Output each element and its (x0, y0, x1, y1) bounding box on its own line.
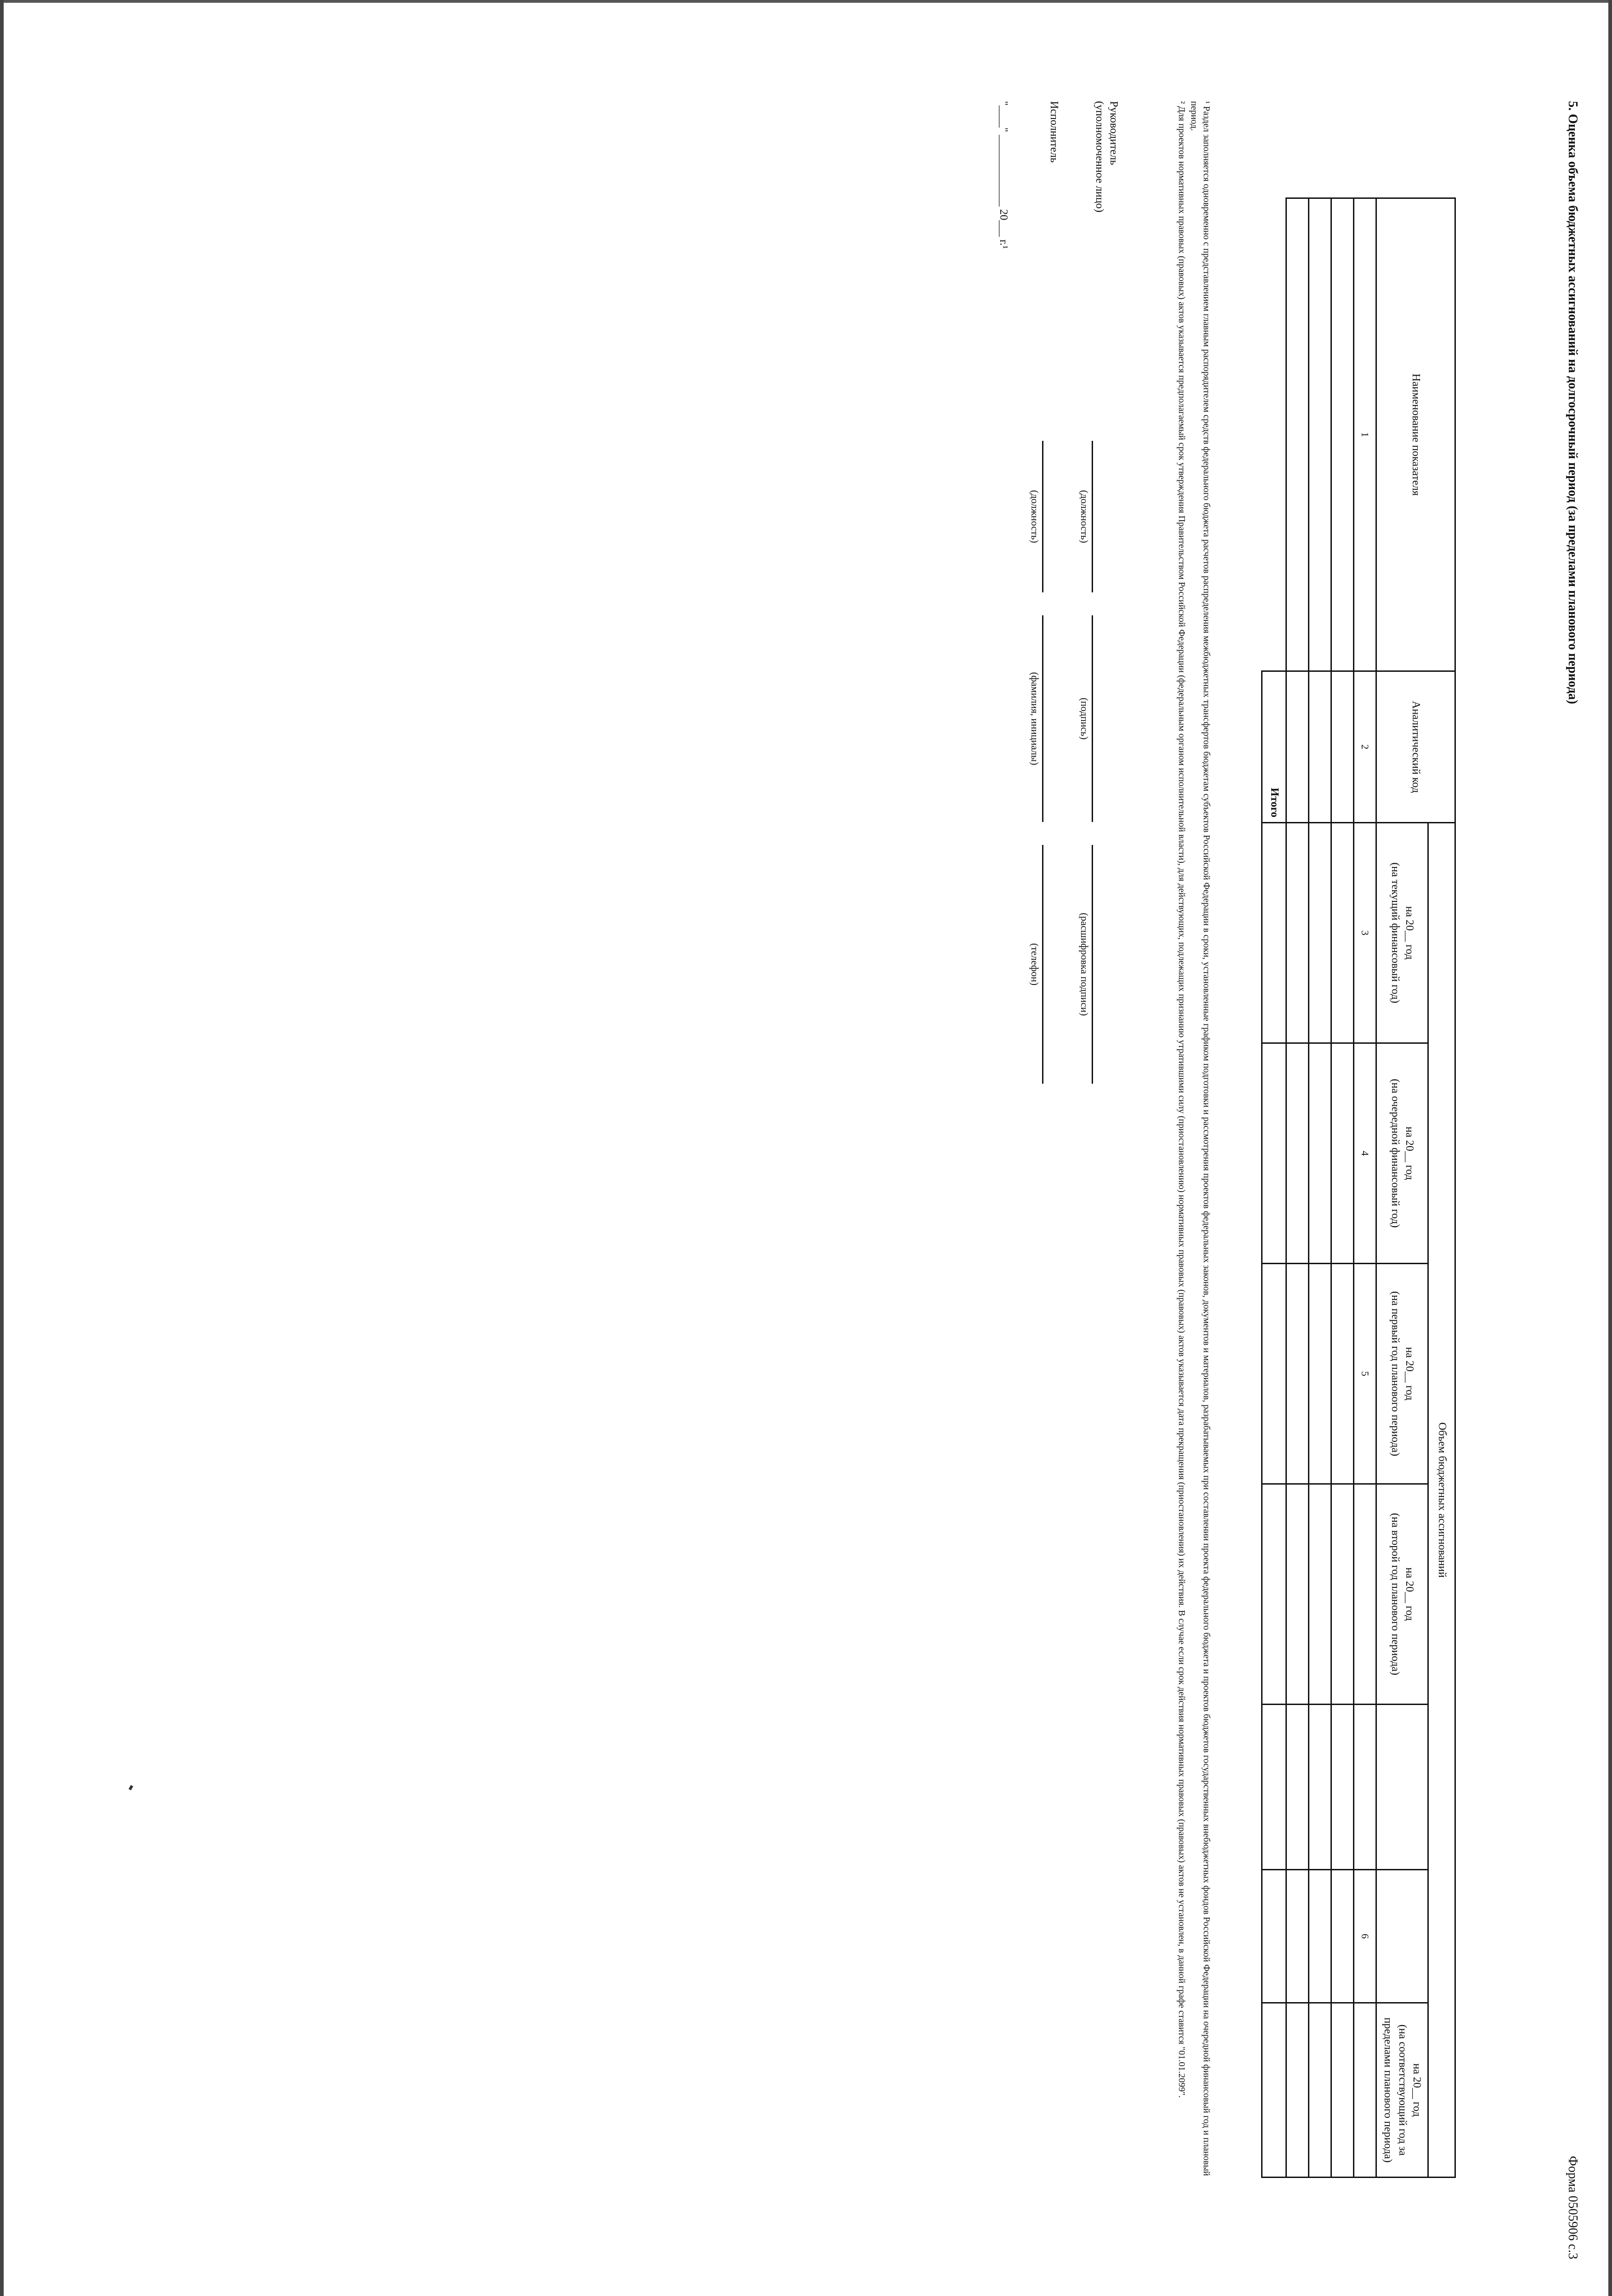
total-row (1262, 198, 1286, 2178)
head-signature-line (1092, 615, 1093, 822)
header-next-year: на 20__ год (на очередной финансовый год) (1376, 1043, 1428, 1264)
column-number-6-blank (1354, 1484, 1376, 1705)
head-decoding-caption: (расшифровка подписи) (1079, 912, 1090, 1016)
header-blank-1 (1376, 1705, 1428, 1870)
footnotes (1175, 101, 1212, 2177)
head-signature-caption: (подпись) (1079, 698, 1090, 740)
executor-name-line (1042, 615, 1043, 822)
executor-name-caption: (фамилия, инициалы) (1029, 672, 1041, 765)
column-number-6: 6 (1354, 1870, 1376, 2003)
column-number-9-blank (1354, 2003, 1376, 2178)
scan-border-top (0, 0, 1612, 3)
column-number-3: 3 (1354, 823, 1376, 1043)
header-current-year: на 20__ год (на текущий финансовый год) (1376, 823, 1428, 1043)
scan-border-left (0, 0, 4, 2296)
executor-position-line (1042, 441, 1043, 592)
scan-border-right (1608, 0, 1612, 2296)
stray-ink-mark (129, 1785, 133, 1790)
head-label: Руководитель (уполномоченное лицо) (1093, 101, 1120, 213)
table-row (1309, 198, 1331, 2178)
table-row (1286, 198, 1309, 2178)
header-plan-year-2: на 20__ год (на второй год планового периода) (1376, 1484, 1428, 1705)
column-number-5: 5 (1354, 1264, 1376, 1484)
executor-position-caption: (должность) (1029, 490, 1041, 543)
date-line: "____" _____________ 20___ г.¹ (998, 101, 1009, 249)
header-budget-volume: Объем бюджетных ассигнований (1428, 823, 1455, 2178)
footnote-1: ¹ Раздел заполняется одновременно с представлением главным распорядителем средств федерального бюджета расчетов распределения межбюджетных трансфертов бюджетам субъектов Российской Федерации в сроки, установленные графиком подготовки и рассмотрения проектов федеральных законов, документов и материалов, разрабатываемых при составлении проекта федерального бюджета и проектов бюджетов государственных внебюджетных фондов Российской Федерации на очередной финансовый год и плановый период. (1189, 101, 1212, 2176)
column-number-2: 2 (1354, 671, 1376, 823)
form-number: Форма 0505906 с.3 (1566, 2155, 1580, 2259)
head-position-caption: (должность) (1079, 490, 1090, 543)
executor-phone-line (1042, 845, 1043, 1084)
executor-label: Исполнитель (1048, 101, 1060, 163)
header-beyond-plan-year: на 20__ год (на соответствующий год за пределами планового периода) (1376, 2003, 1428, 2178)
header-analytic-code: Аналитический код (1376, 671, 1455, 823)
section-title: 5. Оценка объема бюджетных ассигнований на долгосрочный период (за пределами планового периода) (1566, 101, 1580, 704)
header-indicator-name: Наименование показателя (1376, 198, 1455, 671)
total-label: Итого (1262, 671, 1286, 823)
header-plan-year-1: на 20__ год (на первый год планового периода) (1376, 1264, 1428, 1484)
column-number-7-blank (1354, 1705, 1376, 1870)
column-number-4: 4 (1354, 1043, 1376, 1264)
budget-allocations-table (1261, 197, 1456, 2178)
head-position-line (1092, 441, 1093, 592)
executor-phone-caption: (телефон) (1029, 943, 1041, 986)
form-sheet (133, 101, 1580, 2259)
table-row (1331, 198, 1354, 2178)
head-decoding-line (1092, 845, 1093, 1084)
footnote-2: ² Для проектов нормативных правовых (правовых) актов указывается предполагаемый срок утверждения Правительством Российской Федерации (федеральным органом исполнительной власти), для действующих, подлежащих признанию утратившими силу (приостановлению) нормативных правовых (правовых) актов указывается дата прекращения (приостановления) их действия. В случае если срок действия нормативных правовых (правовых) актов не установлен, в данной графе ставится "01.01.2099". (1177, 101, 1187, 2098)
column-number-1: 1 (1354, 198, 1376, 671)
header-blank-2 (1376, 1870, 1428, 2003)
